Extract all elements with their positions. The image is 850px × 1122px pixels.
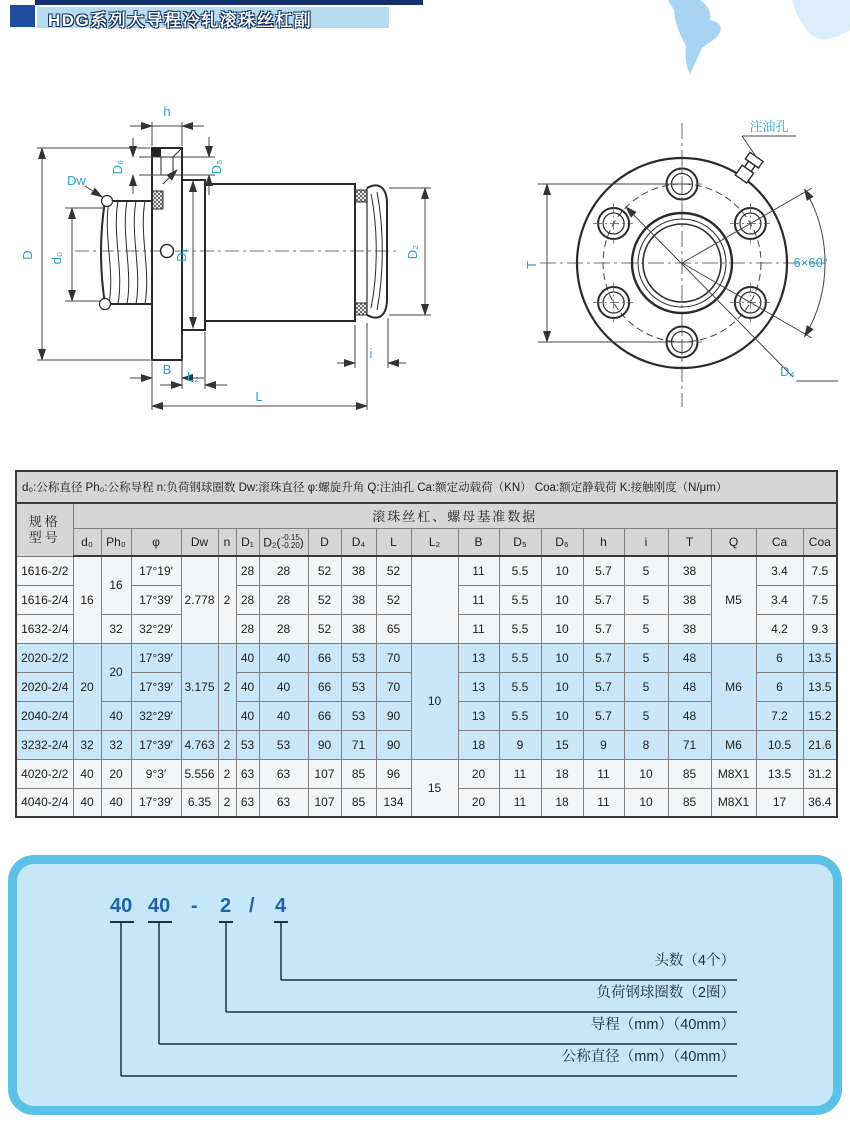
data-cell: 15 bbox=[411, 759, 458, 817]
data-cell: 70 bbox=[376, 643, 411, 672]
column-header: D₄ bbox=[341, 528, 376, 556]
data-cell: 28 bbox=[259, 556, 308, 585]
data-cell: 17°39′ bbox=[131, 730, 181, 759]
data-cell: 6.35 bbox=[181, 788, 218, 817]
column-header: D₆ bbox=[541, 528, 583, 556]
data-cell: 38 bbox=[341, 614, 376, 643]
data-cell: 63 bbox=[236, 788, 259, 817]
dim-label-D2: D₂ bbox=[405, 244, 420, 260]
data-cell: 36.4 bbox=[803, 788, 837, 817]
data-cell: 17 bbox=[756, 788, 803, 817]
data-cell: 32°29′ bbox=[131, 701, 181, 730]
data-cell: 16 bbox=[101, 556, 131, 614]
data-cell: 48 bbox=[668, 701, 711, 730]
data-cell: 9 bbox=[499, 730, 541, 759]
data-cell: 6 bbox=[756, 643, 803, 672]
data-cell: 70 bbox=[376, 672, 411, 701]
data-cell: 66 bbox=[308, 643, 341, 672]
dim-label-L: L bbox=[255, 389, 263, 404]
data-cell: 31.2 bbox=[803, 759, 837, 788]
map-landmass-right bbox=[792, 0, 850, 39]
data-cell bbox=[411, 556, 458, 643]
data-cell: 53 bbox=[341, 701, 376, 730]
dim-label-D4: D₄ bbox=[780, 364, 795, 379]
data-cell: 9°3′ bbox=[131, 759, 181, 788]
dim-label-h: h bbox=[163, 104, 171, 119]
data-cell: 10.5 bbox=[756, 730, 803, 759]
ball-circle-bottom bbox=[100, 299, 111, 310]
data-cell: 3.4 bbox=[756, 556, 803, 585]
data-cell: 18 bbox=[458, 730, 499, 759]
data-cell: 17°39′ bbox=[131, 643, 181, 672]
column-header: d₀ bbox=[73, 528, 101, 556]
data-cell: 9.3 bbox=[803, 614, 837, 643]
dim-label-L2: L₂ bbox=[186, 369, 200, 384]
data-cell: 52 bbox=[308, 556, 341, 585]
data-cell: 107 bbox=[308, 759, 341, 788]
oil-fitting bbox=[734, 152, 763, 183]
data-cell: 71 bbox=[668, 730, 711, 759]
data-cell: 11 bbox=[499, 788, 541, 817]
seal-hatch bbox=[152, 191, 163, 209]
end-hatch-top bbox=[355, 190, 367, 202]
data-cell: 90 bbox=[376, 701, 411, 730]
data-cell: 8 bbox=[624, 730, 668, 759]
data-cell: 52 bbox=[376, 556, 411, 585]
data-cell: 40 bbox=[259, 643, 308, 672]
data-cell: 17°19′ bbox=[131, 556, 181, 585]
code-circuits: 2 bbox=[220, 895, 232, 917]
code-lead: 40 bbox=[148, 895, 171, 917]
data-cell: 10 bbox=[541, 643, 583, 672]
data-cell: 10 bbox=[541, 556, 583, 585]
data-cell: 4.763 bbox=[181, 730, 218, 759]
data-cell: 40 bbox=[236, 643, 259, 672]
data-cell: 3.4 bbox=[756, 585, 803, 614]
data-cell: 11 bbox=[458, 556, 499, 585]
data-cell: 40 bbox=[259, 672, 308, 701]
data-cell: 85 bbox=[668, 759, 711, 788]
model-cell: 1616-2/4 bbox=[16, 585, 73, 614]
column-header: D₁ bbox=[236, 528, 259, 556]
column-header: Ca bbox=[756, 528, 803, 556]
data-cell: 28 bbox=[259, 585, 308, 614]
data-cell: 28 bbox=[236, 556, 259, 585]
data-cell: 6 bbox=[756, 672, 803, 701]
dim-label-D6: D₆ bbox=[110, 159, 125, 175]
column-header: Q bbox=[711, 528, 756, 556]
data-cell: 38 bbox=[668, 556, 711, 585]
data-cell: 10 bbox=[541, 701, 583, 730]
data-cell: M6 bbox=[711, 730, 756, 759]
column-header: i bbox=[624, 528, 668, 556]
data-cell: 2 bbox=[218, 730, 236, 759]
data-cell: 5.7 bbox=[583, 614, 624, 643]
column-header: n bbox=[218, 528, 236, 556]
column-header-row bbox=[16, 528, 837, 556]
data-cell: 7.5 bbox=[803, 585, 837, 614]
data-cell: 3.175 bbox=[181, 643, 218, 730]
table-row bbox=[16, 643, 837, 672]
table-row bbox=[16, 556, 837, 585]
dim-label-D5: D₅ bbox=[209, 159, 224, 175]
data-cell: 38 bbox=[341, 585, 376, 614]
data-cell: 13 bbox=[458, 701, 499, 730]
data-cell: 5 bbox=[624, 643, 668, 672]
column-header: Dw bbox=[181, 528, 218, 556]
data-cell: 5.5 bbox=[499, 556, 541, 585]
column-header: Ph₀ bbox=[101, 528, 131, 556]
data-cell: 52 bbox=[308, 614, 341, 643]
data-cell: 13 bbox=[458, 643, 499, 672]
ball-circle-top bbox=[102, 196, 113, 207]
column-header: B bbox=[458, 528, 499, 556]
data-cell: 20 bbox=[101, 759, 131, 788]
data-cell: 5.5 bbox=[499, 701, 541, 730]
data-cell: 38 bbox=[668, 614, 711, 643]
data-cell: 66 bbox=[308, 672, 341, 701]
data-cell: 63 bbox=[259, 788, 308, 817]
model-cell: 1616-2/2 bbox=[16, 556, 73, 585]
data-cell: 40 bbox=[101, 788, 131, 817]
data-cell: 20 bbox=[458, 759, 499, 788]
data-cell: 11 bbox=[583, 788, 624, 817]
data-cell: 20 bbox=[458, 788, 499, 817]
table-legend: d₀:公称直径 Ph₀:公称导程 n:负荷钢球圈数 Dw:滚珠直径 φ:螺旋升角 Q:注油孔 Ca:额定动载荷（KN） Coa:额定静载荷 K:接触刚度（N/μm） bbox=[16, 471, 837, 503]
data-cell: 2 bbox=[218, 788, 236, 817]
table-row bbox=[16, 759, 837, 788]
spec-table-body bbox=[16, 471, 837, 817]
data-cell: 10 bbox=[541, 585, 583, 614]
front-view-drawing bbox=[480, 95, 850, 420]
data-cell: 53 bbox=[259, 730, 308, 759]
model-cell: 3232-2/4 bbox=[16, 730, 73, 759]
data-cell: 52 bbox=[308, 585, 341, 614]
dim-label-Dw: Dw bbox=[67, 173, 86, 188]
data-cell: 2 bbox=[218, 759, 236, 788]
data-cell: 18 bbox=[541, 788, 583, 817]
column-header: D₂( -0.15 -0.20 ) bbox=[259, 528, 308, 556]
map-landmass-left bbox=[668, 0, 721, 74]
tolerance-stack: -0.15 -0.20 bbox=[281, 533, 300, 550]
data-cell: 40 bbox=[73, 759, 101, 788]
data-cell: 32°29′ bbox=[131, 614, 181, 643]
data-cell: 7.5 bbox=[803, 556, 837, 585]
data-cell: 9 bbox=[583, 730, 624, 759]
model-cell: 1632-2/4 bbox=[16, 614, 73, 643]
data-cell: 13.5 bbox=[803, 643, 837, 672]
data-cell: 5.7 bbox=[583, 556, 624, 585]
bolt-pattern-angle-label: 6×60° bbox=[793, 255, 828, 270]
data-cell: 65 bbox=[376, 614, 411, 643]
data-cell: 10 bbox=[541, 672, 583, 701]
data-cell: 5.5 bbox=[499, 643, 541, 672]
data-cell: 40 bbox=[236, 701, 259, 730]
nomenclature-label-circuits: 负荷钢球圈数（2圈） bbox=[596, 985, 735, 1001]
model-cell: 2040-2/4 bbox=[16, 701, 73, 730]
data-cell: 40 bbox=[101, 701, 131, 730]
data-cell: 5 bbox=[624, 556, 668, 585]
dim-label-i: i bbox=[369, 346, 373, 361]
data-cell: 13.5 bbox=[756, 759, 803, 788]
data-cell: 4.2 bbox=[756, 614, 803, 643]
data-cell: 10 bbox=[624, 788, 668, 817]
data-cell: 38 bbox=[668, 585, 711, 614]
data-cell: 2 bbox=[218, 643, 236, 730]
data-cell: 85 bbox=[668, 788, 711, 817]
data-cell: 85 bbox=[341, 759, 376, 788]
data-cell: 134 bbox=[376, 788, 411, 817]
data-cell: 53 bbox=[236, 730, 259, 759]
column-header: D₅ bbox=[499, 528, 541, 556]
dim-label-T: T bbox=[524, 261, 539, 269]
data-cell: 20 bbox=[101, 643, 131, 701]
data-cell: 2.778 bbox=[181, 556, 218, 643]
legend-row bbox=[16, 471, 837, 503]
model-cell: 2020-2/4 bbox=[16, 672, 73, 701]
data-cell: 5 bbox=[624, 701, 668, 730]
data-cell: M8X1 bbox=[711, 759, 756, 788]
data-cell: 66 bbox=[308, 701, 341, 730]
data-cell: 10 bbox=[541, 614, 583, 643]
nomenclature-label-lead: 导程（mm）（40mm） bbox=[590, 1017, 735, 1033]
dim-label-D: D bbox=[20, 250, 35, 260]
data-cell: 5.5 bbox=[499, 585, 541, 614]
data-cell: 5 bbox=[624, 614, 668, 643]
world-map-decoration bbox=[640, 0, 850, 90]
data-cell: 5.5 bbox=[499, 614, 541, 643]
column-header: D bbox=[308, 528, 341, 556]
data-cell: 5.7 bbox=[583, 672, 624, 701]
page-title: HDG系列大导程冷轧滚珠丝杠副 bbox=[48, 11, 313, 30]
data-cell: 48 bbox=[668, 672, 711, 701]
group-header: 滚珠丝杠、螺母基准数据 bbox=[73, 503, 837, 528]
column-header: Coa bbox=[803, 528, 837, 556]
data-cell: 53 bbox=[341, 643, 376, 672]
nomenclature-label-diameter: 公称直径（mm）（40mm） bbox=[561, 1049, 735, 1065]
data-cell: 5.7 bbox=[583, 701, 624, 730]
code-slash: / bbox=[249, 895, 255, 917]
model-cell: 4020-2/2 bbox=[16, 759, 73, 788]
data-cell: 40 bbox=[236, 672, 259, 701]
data-cell: 40 bbox=[259, 701, 308, 730]
data-cell: 17°39′ bbox=[131, 788, 181, 817]
data-cell: 21.6 bbox=[803, 730, 837, 759]
column-header: L bbox=[376, 528, 411, 556]
data-cell: 17°39′ bbox=[131, 672, 181, 701]
code-dash: - bbox=[191, 895, 198, 917]
data-cell: 10 bbox=[411, 643, 458, 759]
header-accent-strip bbox=[35, 0, 423, 5]
data-cell: 28 bbox=[236, 614, 259, 643]
data-cell: 63 bbox=[236, 759, 259, 788]
data-cell: 5.7 bbox=[583, 643, 624, 672]
data-cell: 52 bbox=[376, 585, 411, 614]
nomenclature-label-starts: 头数（4个） bbox=[654, 953, 735, 969]
data-cell: 5.5 bbox=[499, 672, 541, 701]
data-cell: 63 bbox=[259, 759, 308, 788]
data-cell: 11 bbox=[499, 759, 541, 788]
data-cell: 32 bbox=[101, 614, 131, 643]
data-cell: 11 bbox=[583, 759, 624, 788]
data-cell: 32 bbox=[101, 730, 131, 759]
data-cell: 13.5 bbox=[803, 672, 837, 701]
data-cell: 53 bbox=[341, 672, 376, 701]
data-cell: 71 bbox=[341, 730, 376, 759]
data-cell: 96 bbox=[376, 759, 411, 788]
column-header: L₂ bbox=[411, 528, 458, 556]
data-cell: 15.2 bbox=[803, 701, 837, 730]
data-cell: 28 bbox=[236, 585, 259, 614]
spec-table bbox=[15, 470, 838, 818]
data-cell: 17°39′ bbox=[131, 585, 181, 614]
data-cell: 32 bbox=[73, 730, 101, 759]
data-cell: 40 bbox=[73, 788, 101, 817]
data-cell: 13 bbox=[458, 672, 499, 701]
data-cell: 5.556 bbox=[181, 759, 218, 788]
data-cell: 107 bbox=[308, 788, 341, 817]
dim-label-d0: d₀ bbox=[49, 251, 64, 265]
data-cell: M5 bbox=[711, 556, 756, 643]
data-cell: 20 bbox=[73, 643, 101, 730]
data-cell: 7.2 bbox=[756, 701, 803, 730]
spec-model-header: 规格 型号 bbox=[16, 503, 73, 556]
dim-label-B: B bbox=[162, 362, 172, 377]
screw-shaft bbox=[100, 196, 153, 310]
header-accent-square bbox=[10, 5, 35, 27]
data-cell: 48 bbox=[668, 643, 711, 672]
data-cell: 5 bbox=[624, 672, 668, 701]
data-cell: 90 bbox=[308, 730, 341, 759]
code-starts: 4 bbox=[275, 895, 287, 917]
data-cell: 85 bbox=[341, 788, 376, 817]
data-cell: 18 bbox=[541, 759, 583, 788]
dimension-lines bbox=[37, 122, 431, 410]
model-cell: 4040-2/4 bbox=[16, 788, 73, 817]
data-cell: 11 bbox=[458, 585, 499, 614]
data-cell: 5 bbox=[624, 585, 668, 614]
end-hatch-bottom bbox=[355, 303, 367, 315]
data-cell: 15 bbox=[541, 730, 583, 759]
data-cell: M6 bbox=[711, 643, 756, 730]
data-cell: 90 bbox=[376, 730, 411, 759]
group-header-row bbox=[16, 503, 837, 528]
model-cell: 2020-2/2 bbox=[16, 643, 73, 672]
side-view-drawing bbox=[15, 78, 475, 428]
dim-label-D1: D₁ bbox=[174, 248, 189, 262]
column-header: h bbox=[583, 528, 624, 556]
data-cell: 28 bbox=[259, 614, 308, 643]
oil-hole-label: 注油孔 bbox=[749, 119, 789, 134]
nut-body bbox=[182, 180, 387, 330]
oil-hole bbox=[161, 245, 174, 258]
data-cell: 11 bbox=[458, 614, 499, 643]
data-cell: M8X1 bbox=[711, 788, 756, 817]
column-header: φ bbox=[131, 528, 181, 556]
data-cell: 10 bbox=[624, 759, 668, 788]
column-header: T bbox=[668, 528, 711, 556]
code-nominal-diameter: 40 bbox=[110, 895, 133, 917]
data-cell: 5.7 bbox=[583, 585, 624, 614]
data-cell: 16 bbox=[73, 556, 101, 643]
data-cell: 38 bbox=[341, 556, 376, 585]
data-cell: 2 bbox=[218, 556, 236, 643]
